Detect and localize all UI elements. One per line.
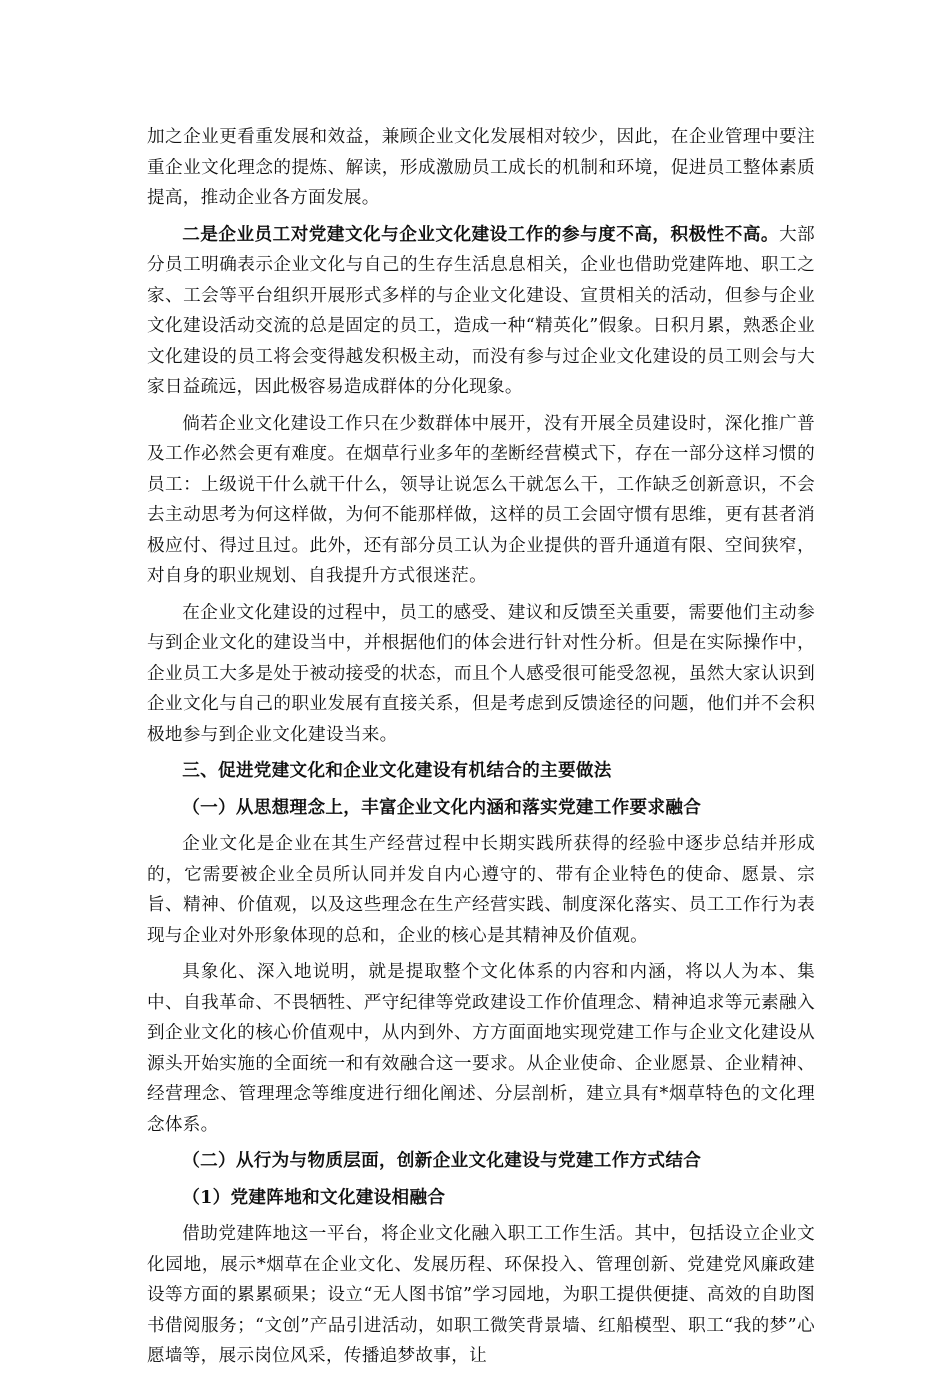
paragraph-3: 倘若企业文化建设工作只在少数群体中展开，没有开展全员建设时，深化推广普及工作必然会更有难度。在烟草行业多年的垄断经营模式下，存在一部分这样习惯的员工：上级说干什么就干什么，领导让说怎么干就怎么干，工作缺乏创新意识，不会去主动思考为何这样做，为何不能那样做，这样的员工会固守惯有思维，更有甚者消极应付、得过且过。此外，还有部分员工认为企业提供的晋升通道有限、空间狭窄，对自身的职业规划、自我提升方式很迷茫。 bbox=[147, 413, 815, 586]
paragraph-2-text: 大部分员工明确表示企业文化与自己的生存生活息息相关，企业也借助党建阵地、职工之家、工会等平台组织开展形式多样的与企业文化建设、宣贯相关的活动，但参与企业文化建设活动交流的总是固定的员工，造成一种“精英化”假象。日积月累，熟悉企业文化建设的员工将会变得越发积极主动，而没有参与过企业文化建设的员工则会与大家日益疏远，因此极容易造成群体的分化现象。 bbox=[147, 224, 815, 397]
paragraph-2 bbox=[147, 220, 815, 403]
subsection-heading-2: （二）从行为与物质层面，创新企业文化建设与党建工作方式结合 bbox=[182, 1150, 702, 1171]
subsection-heading-1: （一）从思想理念上，丰富企业文化内涵和落实党建工作要求融合 bbox=[182, 796, 702, 818]
paragraph-6: 具象化、深入地说明，就是提取整个文化体系的内容和内涵，将以人为本、集中、自我革命、不畏牺牲、严守纪律等党政建设工作价值理念、精神追求等元素融入到企业文化的核心价值观中，从内到外、方方面面地实现党建工作与企业文化建设从源头开始实施的全面统一和有效融合这一要求。从企业使命、企业愿景、企业精神、经营理念、管理理念等维度进行细化阐述、分层剖析，建立具有*烟草特色的文化理念体系。 bbox=[147, 962, 815, 1135]
document-body bbox=[147, 122, 815, 1378]
paragraph-5: 企业文化是企业在其生产经营过程中长期实践所获得的经验中逐步总结并形成的，它需要被企业全员所认同并发自内心遵守的、带有企业特色的使命、愿景、宗旨、精神、价值观，以及这些理念在生产经营实践、制度深化落实、员工工作行为表现与企业对外形象体现的总和，企业的核心是其精神及价值观。 bbox=[147, 834, 815, 946]
paragraph-1: 加之企业更看重发展和效益，兼顾企业文化发展相对较少，因此，在企业管理中要注重企业文化理念的提炼、解读，形成激励员工成长的机制和环境，促进员工整体素质提高，推动企业各方面发展。 bbox=[147, 127, 815, 208]
section-heading-3: 三、促进党建文化和企业文化建设有机结合的主要做法 bbox=[182, 760, 612, 781]
paragraph-4: 在企业文化建设的过程中，员工的感受、建议和反馈至关重要，需要他们主动参与到企业文化的建设当中，并根据他们的体会进行针对性分析。但是在实际操作中，企业员工大多是处于被动接受的状态，而且个人感受很可能受忽视，虽然大家认识到企业文化与自己的职业发展有直接关系，但是考虑到反馈途径的问题，他们并不会积极地参与到企业文化建设当来。 bbox=[147, 602, 815, 745]
paragraph-2-bold-lead: 二是企业员工对党建文化与企业文化建设工作的参与度不高，积极性不高。 bbox=[182, 223, 780, 245]
paragraph-7: 借助党建阵地这一平台，将企业文化融入职工工作生活。其中，包括设立企业文化园地，展示*烟草在企业文化、发展历程、环保投入、管理创新、党建党风廉政建设等方面的累累硕果；设立“无人图书馆”学习园地，为职工提供便捷、高效的自助图书借阅服务；“文创”产品引进活动，如职工微笑背景墙、红船模型、职工“我的梦”心愿墙等，展示岗位风采，传播追梦故事，让 bbox=[147, 1224, 815, 1366]
item-heading-1: （1）党建阵地和文化建设相融合 bbox=[182, 1186, 446, 1208]
